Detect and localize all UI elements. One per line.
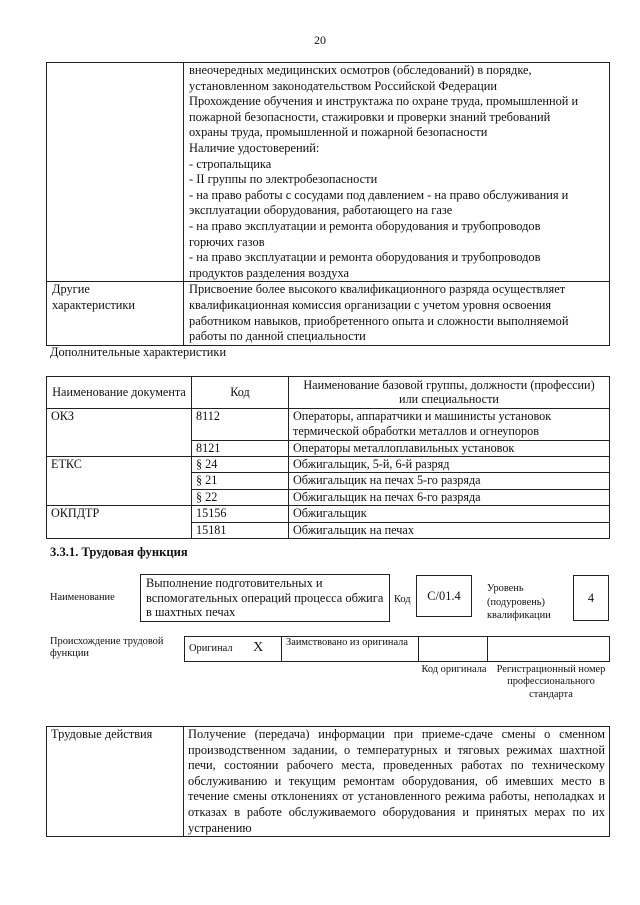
text-line: - стропальщика [189,156,272,171]
code-cell: 8112 [192,408,289,440]
additional-characteristics-title: Дополнительные характеристики [50,345,227,359]
labor-actions-text: Получение (передача) информации при приеме-сдаче смены о сменном производственном задании, о температурных и тяговых режимах шахтной печи, состоянии рабочего места, проведенных работах по техническому обслуживанию и текущим ремонтам оборудования, об имевших место в течение смены отклонениях от установленного режима работы, неполадках и отказах в работе обслуживаемого оборудования и принятых мерах по их устранению [184,727,610,837]
text-line: эксплуатации оборудования, работающего на газе [189,203,453,218]
text-line: Присвоение более высокого квалификационного разряда осуществляет [189,282,566,297]
column-header: Код [192,377,289,409]
table-row [47,282,610,345]
registration-number-cell [488,637,610,662]
code-cell: § 21 [192,473,289,489]
text-line: - II группы по электробезопасности [189,172,378,187]
qualification-level-label: Уровень (подуровень) квалификации [487,583,551,622]
original-code-caption: Код оригинала [421,664,487,675]
column-header: Наименование документа [47,377,192,409]
occupation-cell: Обжигальщик, 5-й, 6-й разряд [289,457,610,473]
registration-number-caption: Регистрационный номер профессионального стандарта [496,664,606,700]
text-line: Наличие удостоверений: [189,140,320,155]
additional-characteristics-table [46,376,610,539]
function-name-value: Выполнение подготовительных и вспомогательных операций процесса обжига в шахтных печах [140,574,390,622]
text-line: характеристики [52,297,136,312]
requirements-cell [184,63,610,282]
table-row [47,506,610,522]
code-cell: § 22 [192,489,289,505]
table-row [185,637,610,662]
text-line: квалификационная комиссия организации с учетом уровня освоения [189,297,552,312]
text-line: установленном законодательством Российской Федерации [189,78,498,93]
document-cell: ОКПДТР [47,506,192,539]
table-row [47,457,610,473]
text-line: работы по данной специальности [189,329,366,344]
occupation-cell: Обжигальщик [289,506,610,522]
qualification-level-value: 4 [573,575,609,621]
other-characteristics-cell [184,282,610,345]
function-origin-table [184,636,610,662]
document-cell: ОКЗ [47,408,192,456]
code-cell: 15181 [192,522,289,538]
text-line: охраны труда, промышленной и пожарной безопасности [189,125,488,140]
original-check-mark: X [253,640,264,655]
text-line: внеочередных медицинских осмотров (обследований) в порядке, [189,63,532,77]
occupation-cell: Обжигальщик на печах 6-го разряда [289,489,610,505]
text-line: - на право работы с сосудами под давлением - на право обслуживания и [189,187,569,202]
labor-actions-label: Трудовые действия [47,727,184,837]
text-line: Другие [52,282,90,297]
function-origin-label: Происхождение трудовой функции [50,636,164,660]
text-line: - на право эксплуатации и ремонта оборудования и трубопроводов [189,218,541,233]
document-cell: ЕТКС [47,457,192,506]
labor-actions-table [46,726,610,837]
code-cell: 8121 [192,440,289,456]
text-line: Прохождение обучения и инструктажа по охране труда, промышленной и [189,94,579,109]
text-line: - на право эксплуатации и ремонта оборудования и трубопроводов [189,250,541,265]
table-header-row [47,377,610,409]
column-header: Наименование базовой группы, должности (профессии) или специальности [289,377,610,409]
text-line: пожарной безопасности, стажировки и проверки знаний требований [189,109,551,124]
table-row [47,63,610,282]
function-name-label: Наименование [50,592,115,603]
original-code-cell [419,637,488,662]
text-line: горючих газов [189,234,265,249]
other-characteristics-label [47,282,184,345]
occupation-cell: Обжигальщик на печах 5-го разряда [289,473,610,489]
table-cell-empty [47,63,184,282]
text-line: работником навыков, приобретенного опыта и сложности выполняемой [189,313,569,328]
labor-function-heading: 3.3.1. Трудовая функция [50,545,188,559]
table-row [47,408,610,440]
requirements-continuation-table [46,62,610,346]
text-line: продуктов разделения воздуха [189,265,349,280]
borrowed-cell: Заимствовано из оригинала [282,637,419,662]
function-code-value: C/01.4 [416,575,472,617]
function-code-label: Код [394,594,411,605]
page-number: 20 [314,33,326,47]
table-row [47,727,610,837]
occupation-cell: Операторы, аппаратчики и машинисты установок термической обработки металлов и огнеупоров [289,408,610,440]
occupation-cell: Обжигальщик на печах [289,522,610,538]
code-cell: § 24 [192,457,289,473]
code-cell: 15156 [192,506,289,522]
original-cell [185,637,282,662]
original-label: Оригинал [189,643,233,654]
occupation-cell: Операторы металлоплавильных установок [289,440,610,456]
